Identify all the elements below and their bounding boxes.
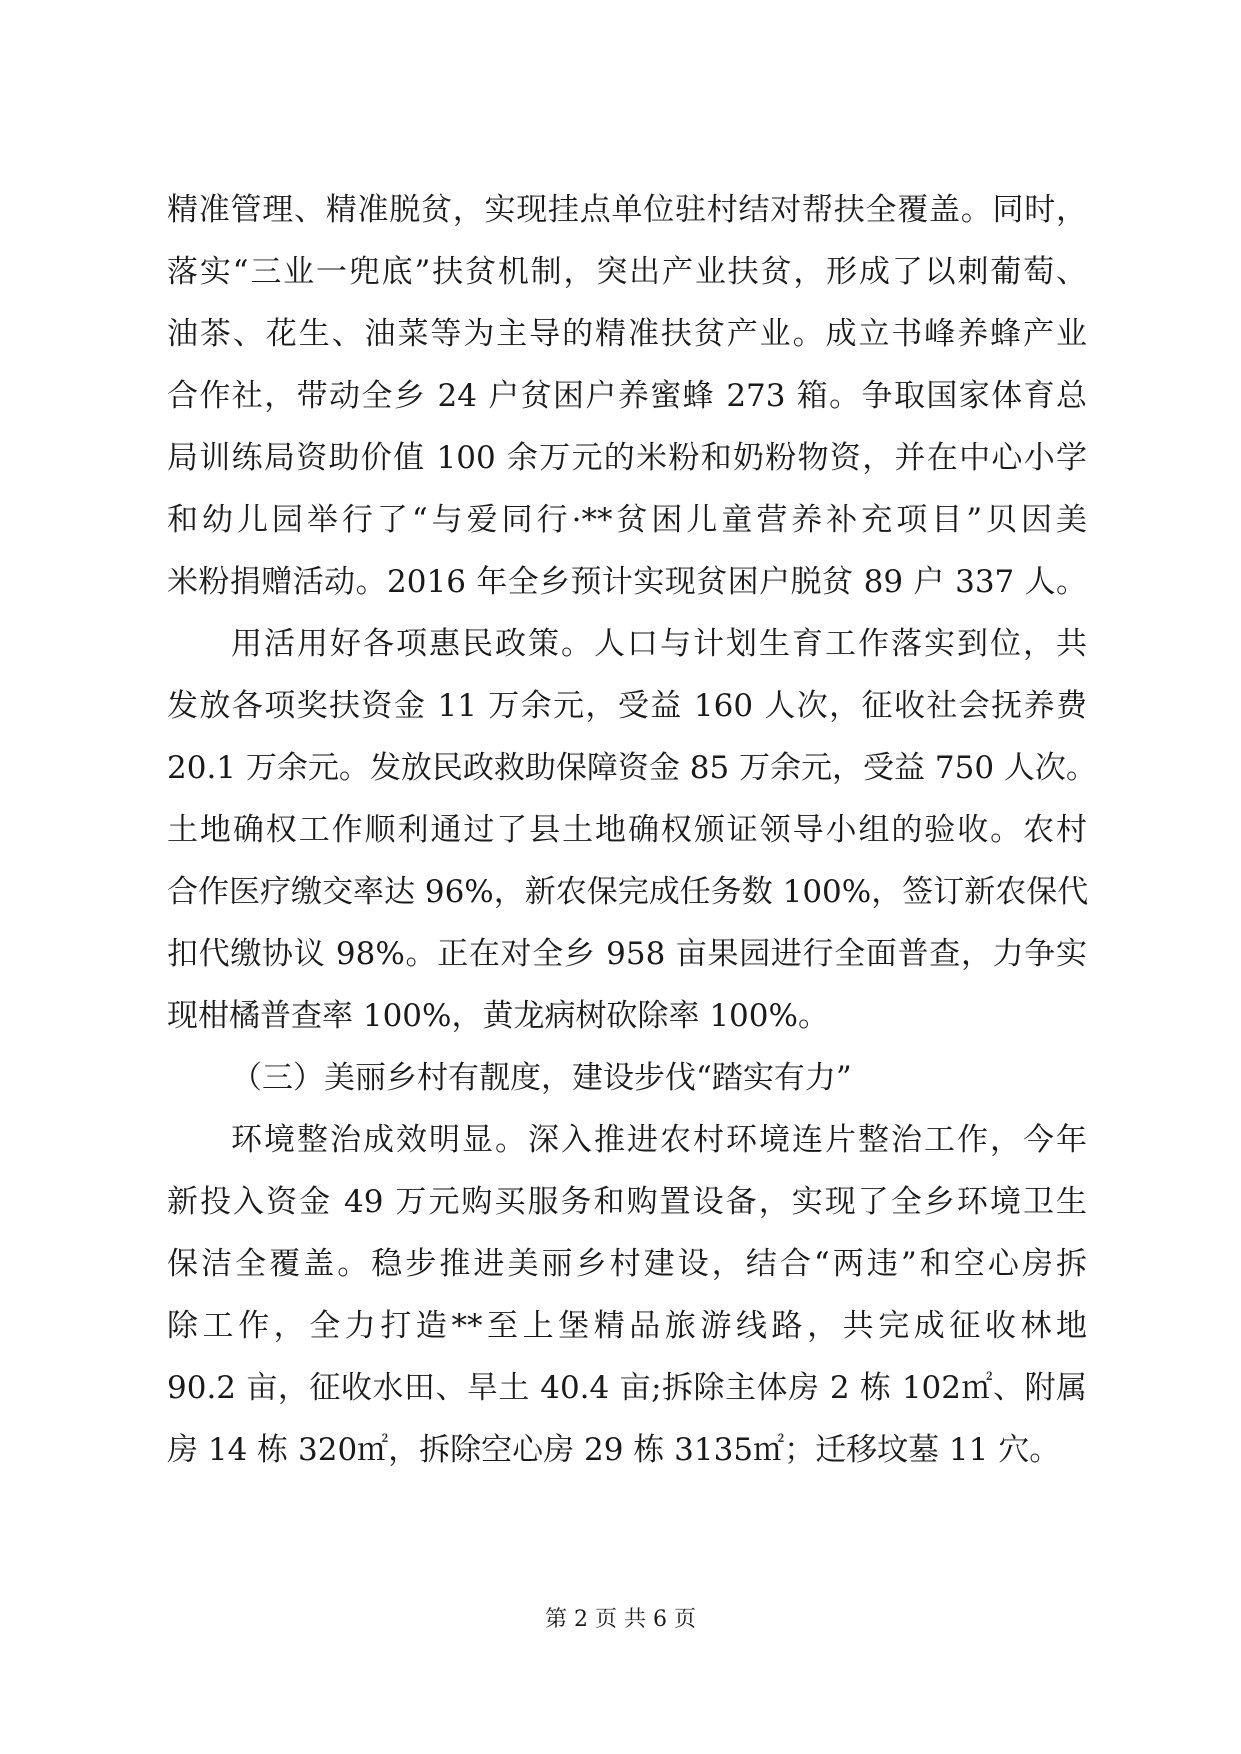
text-line: 除工作，全力打造**至上堡精品旅游线路，共完成征收林地 (167, 1308, 1087, 1344)
text-line: 合作医疗缴交率达 96%，新农保完成任务数 100%，签订新农保代 (167, 874, 1089, 910)
text-line: 20.1 万余元。发放民政救助保障资金 85 万余元，受益 750 人次。 (167, 750, 1097, 786)
text-line: 米粉捐赠活动。2016 年全乡预计实现贫困户脱贫 89 户 337 人。 (167, 564, 1087, 600)
paragraph-first-line: 环境整治成效明显。深入推进农村环境连片整治工作，今年 (231, 1122, 1087, 1158)
text-line: 油茶、花生、油菜等为主导的精准扶贫产业。成立书峰养蜂产业 (167, 316, 1087, 352)
page-number-footer: 第 2 页 共 6 页 (545, 1607, 696, 1632)
text-line: 落实“三业一兜底”扶贫机制，突出产业扶贫，形成了以刺葡萄、 (167, 254, 1087, 290)
text-line: 土地确权工作顺利通过了县土地确权颁证领导小组的验收。农村 (167, 812, 1087, 848)
text-line: 保洁全覆盖。稳步推进美丽乡村建设，结合“两违”和空心房拆 (167, 1246, 1087, 1282)
paragraph-first-line: 用活用好各项惠民政策。人口与计划生育工作落实到位，共 (231, 626, 1087, 662)
text-line: 扣代缴协议 98%。正在对全乡 958 亩果园进行全面普查，力争实 (167, 936, 1087, 972)
text-line: 发放各项奖扶资金 11 万余元，受益 160 人次，征收社会抚养费 (167, 688, 1087, 724)
text-line: 局训练局资助价值 100 余万元的米粉和奶粉物资，并在中心小学 (167, 440, 1087, 476)
section-heading: （三）美丽乡村有靓度，建设步伐“踏实有力” (231, 1060, 852, 1096)
text-line: 90.2 亩，征收水田、旱土 40.4 亩;拆除主体房 2 栋 102㎡、附属 (167, 1370, 1087, 1406)
text-line: 精准管理、精准脱贫，实现挂点单位驻村结对帮扶全覆盖。同时， (167, 192, 1087, 228)
text-line: 现柑橘普查率 100%，黄龙病树砍除率 100%。 (167, 998, 829, 1034)
text-line: 合作社，带动全乡 24 户贫困户养蜜蜂 273 箱。争取国家体育总 (167, 378, 1087, 414)
text-line: 和幼儿园举行了“与爱同行·**贫困儿童营养补充项目”贝因美 (167, 502, 1087, 538)
text-line: 房 14 栋 320㎡，拆除空心房 29 栋 3135㎡；迁移坟墓 11 穴。 (167, 1432, 1061, 1468)
text-line: 新投入资金 49 万元购买服务和购置设备，实现了全乡环境卫生 (167, 1184, 1087, 1220)
